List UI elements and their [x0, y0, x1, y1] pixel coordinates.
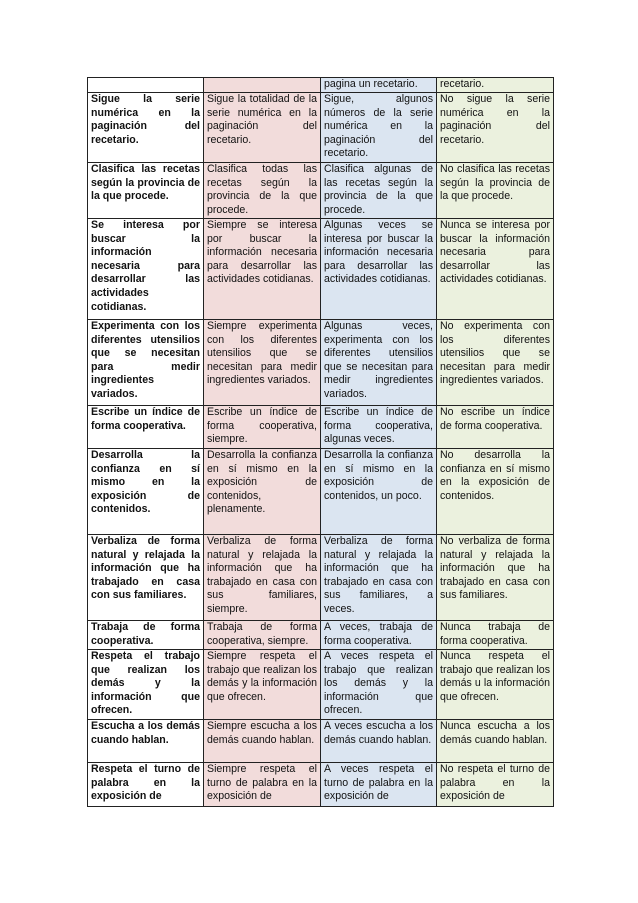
level-sometimes-cell: [321, 320, 437, 406]
level-never-text: No escribe un índice de forma cooperativa.: [440, 406, 550, 432]
criterion-text: Desarrolla la confianza en sí mismo en la exposición de contenidos.: [91, 449, 200, 516]
table-row: [88, 219, 554, 320]
criterion-cell: [88, 720, 204, 763]
table-row: [88, 78, 554, 93]
level-always-cell: [204, 320, 321, 406]
level-sometimes-cell: [321, 621, 437, 650]
rubric-table: [87, 77, 554, 807]
criterion-cell: [88, 406, 204, 449]
level-never-text: Nunca escucha a los demás cuando hablan.: [440, 720, 550, 746]
criterion-cell: [88, 650, 204, 720]
level-always-text: Clasifica todas las recetas según la provincia de la que procede.: [207, 163, 317, 216]
level-always-text: Siempre respeta el turno de palabra en la exposición de: [207, 763, 317, 803]
level-never-cell: [437, 650, 554, 720]
level-never-cell: [437, 320, 554, 406]
level-never-cell: [437, 93, 554, 163]
level-always-cell: [204, 78, 321, 93]
level-always-cell: [204, 406, 321, 449]
level-always-cell: [204, 163, 321, 219]
level-sometimes-cell: [321, 449, 437, 535]
level-sometimes-text: Clasifica algunas de las recetas según la provincia de la que procede.: [324, 163, 433, 216]
level-sometimes-text: Sigue, algunos números de la serie numérica en la paginación del recetario.: [324, 93, 433, 160]
level-sometimes-text: A veces respeta el turno de palabra en la exposición de: [324, 763, 433, 803]
level-always-text: Trabaja de forma cooperativa, siempre.: [207, 621, 317, 647]
level-never-text: No clasifica las recetas según la provincia de la que procede.: [440, 163, 550, 203]
level-always-text: Verbaliza de forma natural y relajada la información que ha trabajado en casa con sus familiares, siempre.: [207, 535, 317, 615]
criterion-text: Trabaja de forma cooperativa.: [91, 621, 200, 647]
level-always-text: Siempre experimenta con los diferentes utensilios que se necesitan para medir ingredientes variados.: [207, 320, 317, 387]
level-never-text: No verbaliza de forma natural y relajada la información que ha trabajado en casa con sus familiares.: [440, 535, 550, 602]
level-never-cell: [437, 621, 554, 650]
level-sometimes-cell: [321, 78, 437, 93]
criterion-text: Verbaliza de forma natural y relajada la información que ha trabajado en casa con sus familiares.: [91, 535, 200, 602]
level-always-cell: [204, 219, 321, 320]
level-sometimes-cell: [321, 406, 437, 449]
criterion-text: Escucha a los demás cuando hablan.: [91, 720, 200, 746]
table-row: [88, 406, 554, 449]
level-always-cell: [204, 763, 321, 807]
level-always-text: Escribe un índice de forma cooperativa, siempre.: [207, 406, 317, 446]
level-always-cell: [204, 535, 321, 621]
level-always-cell: [204, 720, 321, 763]
level-sometimes-text: Algunas veces se interesa por buscar la información necesaria para desarrollar las actividades cotidianas.: [324, 219, 433, 286]
level-sometimes-cell: [321, 720, 437, 763]
level-always-cell: [204, 650, 321, 720]
level-never-text: recetario.: [440, 78, 485, 90]
level-sometimes-text: pagina un recetario.: [324, 78, 418, 90]
table-row: [88, 720, 554, 763]
criterion-text: Sigue la serie numérica en la paginación del recetario.: [91, 93, 200, 146]
rubric-body: [88, 78, 554, 807]
criterion-cell: [88, 219, 204, 320]
criterion-cell: [88, 93, 204, 163]
criterion-cell: [88, 449, 204, 535]
criterion-cell: [88, 763, 204, 807]
criterion-cell: [88, 621, 204, 650]
criterion-cell: [88, 320, 204, 406]
level-never-text: Nunca trabaja de forma cooperativa.: [440, 621, 550, 647]
level-sometimes-text: Escribe un índice de forma cooperativa, algunas veces.: [324, 406, 433, 446]
criterion-text: Escribe un índice de forma cooperativa.: [91, 406, 200, 432]
criterion-cell: [88, 78, 204, 93]
level-never-cell: [437, 763, 554, 807]
criterion-cell: [88, 163, 204, 219]
criterion-text: Experimenta con los diferentes utensilios que se necesitan para medir ingredientes variados.: [91, 320, 200, 400]
criterion-cell: [88, 535, 204, 621]
criterion-text: Clasifica las recetas según la provincia de la que procede.: [91, 163, 200, 203]
level-never-cell: [437, 219, 554, 320]
level-always-text: Siempre escucha a los demás cuando hablan.: [207, 720, 317, 746]
level-sometimes-text: A veces, trabaja de forma cooperativa.: [324, 621, 433, 647]
level-never-text: Nunca se interesa por buscar la información necesaria para desarrollar las actividades cotidianas.: [440, 219, 550, 286]
level-sometimes-cell: [321, 163, 437, 219]
level-sometimes-cell: [321, 219, 437, 320]
level-never-text: No respeta el turno de palabra en la exposición de: [440, 763, 550, 803]
table-row: [88, 320, 554, 406]
table-row: [88, 535, 554, 621]
level-sometimes-text: A veces respeta el trabajo que realizan los demás y la información que ofrecen.: [324, 650, 433, 717]
level-sometimes-cell: [321, 93, 437, 163]
level-never-cell: [437, 449, 554, 535]
level-never-text: No desarrolla la confianza en sí mismo en la exposición de contenidos.: [440, 449, 550, 502]
level-never-cell: [437, 78, 554, 93]
table-row: [88, 163, 554, 219]
level-always-text: Siempre respeta el trabajo que realizan los demás y la información que ofrecen.: [207, 650, 317, 703]
level-always-cell: [204, 93, 321, 163]
table-row: [88, 449, 554, 535]
level-sometimes-cell: [321, 535, 437, 621]
level-sometimes-cell: [321, 763, 437, 807]
criterion-text: Respeta el trabajo que realizan los demás y la información que ofrecen.: [91, 650, 200, 717]
level-never-cell: [437, 720, 554, 763]
level-never-text: No experimenta con los diferentes utensilios que se necesitan para medir ingredientes variados.: [440, 320, 550, 387]
level-never-text: Nunca respeta el trabajo que realizan los demás u la información que ofrecen.: [440, 650, 550, 703]
level-sometimes-text: Desarrolla la confianza en sí mismo en la exposición de contenidos, un poco.: [324, 449, 433, 502]
table-row: [88, 621, 554, 650]
level-always-cell: [204, 449, 321, 535]
level-never-cell: [437, 406, 554, 449]
criterion-text: Respeta el turno de palabra en la exposición de: [91, 763, 200, 803]
level-sometimes-cell: [321, 650, 437, 720]
level-always-cell: [204, 621, 321, 650]
level-sometimes-text: Verbaliza de forma natural y relajada la información que ha trabajado en casa con sus familiares, a veces.: [324, 535, 433, 615]
level-always-text: Siempre se interesa por buscar la información necesaria para desarrollar las actividades cotidianas.: [207, 219, 317, 286]
level-never-text: No sigue la serie numérica en la paginación del recetario.: [440, 93, 550, 146]
level-sometimes-text: A veces escucha a los demás cuando hablan.: [324, 720, 433, 746]
criterion-text: Se interesa por buscar la información necesaria para desarrollar las actividades cotidianas.: [91, 219, 200, 313]
level-never-cell: [437, 163, 554, 219]
level-never-cell: [437, 535, 554, 621]
table-row: [88, 763, 554, 807]
level-always-text: Sigue la totalidad de la serie numérica en la paginación del recetario.: [207, 93, 317, 146]
level-always-text: Desarrolla la confianza en sí mismo en la exposición de contenidos, plenamente.: [207, 449, 317, 516]
table-row: [88, 93, 554, 163]
table-row: [88, 650, 554, 720]
level-sometimes-text: Algunas veces, experimenta con los diferentes utensilios que se necesitan para medir ingredientes variados.: [324, 320, 433, 400]
